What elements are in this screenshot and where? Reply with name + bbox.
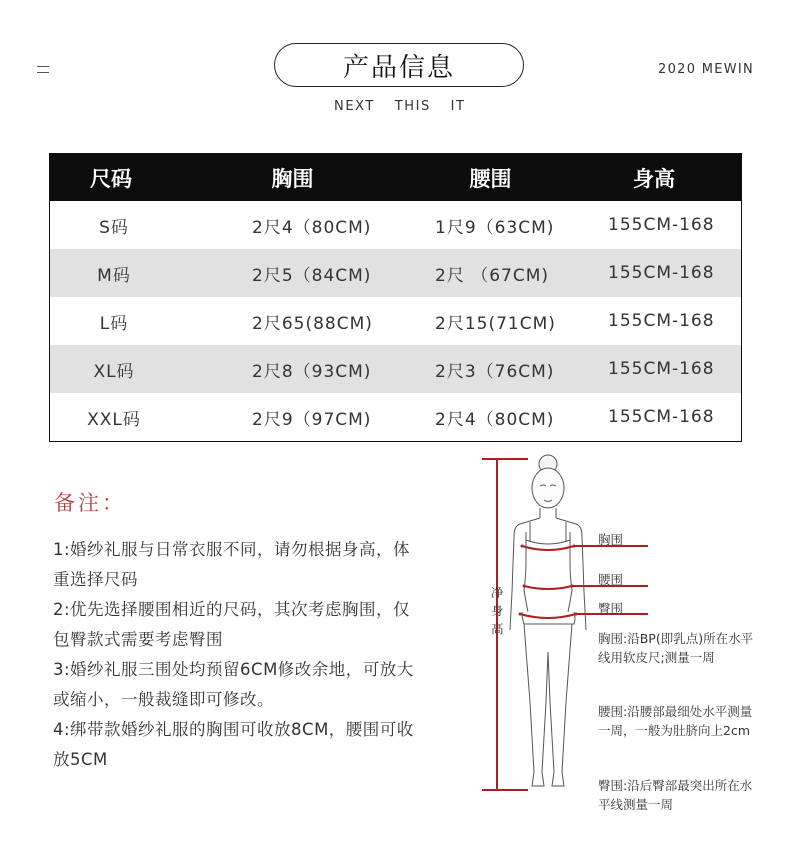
brand-text: 2020 MEWIN bbox=[658, 62, 755, 77]
cell-bust: 2尺9（97CM) bbox=[252, 409, 372, 430]
cell-size: M码 bbox=[97, 265, 131, 286]
height-bracket bbox=[482, 459, 528, 790]
cell-size: XL码 bbox=[93, 361, 135, 382]
note-item: 3:婚纱礼服三围处均预留6CM修改余地，可放大或缩小，一般裁缝即可修改。 bbox=[53, 660, 414, 709]
note-item: 1:婚纱礼服与日常衣服不同，请勿根据身高，体重选择尺码 bbox=[53, 540, 411, 589]
subtitle: NEXT THIS IT bbox=[334, 99, 466, 114]
hip-description: 臀围:沿后臀部最突出所在水平线测量一周 bbox=[598, 778, 753, 812]
bust-description: 胸围:沿BP(即乳点)所在水平线用软皮尺;测量一周 bbox=[598, 631, 754, 665]
cell-waist: 1尺9（63CM) bbox=[435, 217, 555, 238]
cell-waist: 2尺 （67CM) bbox=[435, 265, 550, 286]
cell-size: XXL码 bbox=[87, 409, 141, 430]
cell-bust: 2尺5（84CM) bbox=[252, 265, 372, 286]
cell-height: 155CM-168 bbox=[608, 407, 715, 427]
figure-illustration bbox=[510, 455, 586, 786]
header-height: 身高 bbox=[633, 166, 675, 191]
note-item: 2:优先选择腰围相近的尺码，其次考虑胸围，仅包臀款式需要考虑臀围 bbox=[53, 600, 411, 649]
height-label: 净身高 bbox=[491, 585, 504, 636]
cell-waist: 2尺15(71CM) bbox=[435, 313, 556, 334]
header-waist: 腰围 bbox=[469, 166, 512, 191]
table-row bbox=[50, 249, 741, 297]
cell-height: 155CM-168 bbox=[608, 311, 715, 331]
note-item: 4:绑带款婚纱礼服的胸围可收放8CM，腰围可收放5CM bbox=[53, 720, 414, 769]
cell-waist: 2尺4（80CM) bbox=[435, 409, 555, 430]
cell-bust: 2尺65(88CM) bbox=[252, 313, 373, 334]
menu-icon[interactable] bbox=[37, 64, 49, 74]
bust-label: 胸围 bbox=[598, 532, 624, 547]
waist-label: 腰围 bbox=[598, 572, 624, 587]
waist-description: 腰围:沿腰部最细处水平测量一周，一般为肚脐向上2cm bbox=[598, 704, 753, 738]
notes-title: 备注： bbox=[54, 491, 126, 515]
cell-height: 155CM-168 bbox=[608, 215, 715, 235]
cell-height: 155CM-168 bbox=[608, 359, 715, 379]
cell-bust: 2尺8（93CM) bbox=[252, 361, 372, 382]
size-table bbox=[49, 153, 742, 442]
cell-size: S码 bbox=[99, 217, 129, 238]
table-row bbox=[50, 297, 741, 345]
table-row bbox=[50, 393, 741, 441]
measurement-endpoints bbox=[519, 545, 578, 616]
cell-bust: 2尺4（80CM) bbox=[252, 217, 372, 238]
page-title: 产品信息 bbox=[274, 43, 524, 87]
table-row bbox=[50, 345, 741, 393]
table-row bbox=[50, 201, 741, 249]
header-bust: 胸围 bbox=[271, 166, 314, 191]
cell-waist: 2尺3（76CM) bbox=[435, 361, 555, 382]
cell-height: 155CM-168 bbox=[608, 263, 715, 283]
table-header bbox=[50, 154, 741, 201]
hip-label: 臀围 bbox=[598, 601, 624, 616]
cell-size: L码 bbox=[99, 313, 129, 334]
header-size: 尺码 bbox=[90, 166, 132, 191]
